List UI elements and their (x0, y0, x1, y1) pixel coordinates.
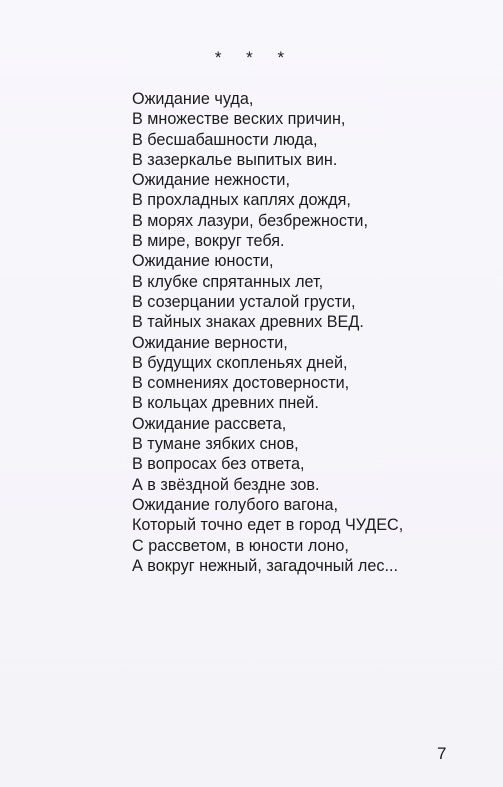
section-separator: * * * (214, 48, 295, 67)
poem-line: В созерцании усталой грусти, (132, 292, 356, 311)
poem-line: В тайных знаках древних ВЕД. (132, 313, 364, 332)
page-number: 7 (437, 744, 447, 763)
poem-line: В зазеркалье выпитых вин. (132, 150, 338, 169)
poem-line: Ожидание нежности, (132, 171, 290, 190)
poem-line: С рассветом, в юности лоно, (132, 536, 349, 555)
poem-line: Ожидание верности, (132, 333, 288, 352)
poem-line: Ожидание юности, (132, 252, 274, 271)
poem-line: В прохладных каплях дождя, (132, 191, 351, 210)
poem-line: В бесшабашности люда, (132, 130, 318, 149)
poem-line: В сомнениях достоверности, (132, 374, 350, 393)
poem-line: В множестве веских причин, (132, 110, 346, 129)
poem-line: Который точно едет в город ЧУДЕС, (132, 516, 404, 535)
poem-line: В тумане зябких снов, (132, 435, 299, 454)
poem-line: В вопросах без ответа, (132, 455, 305, 474)
poem-line: Ожидание чуда, (132, 90, 254, 108)
poem-line: В мире, вокруг тебя. (132, 232, 285, 251)
poem-line: В клубке спрятанных лет, (132, 272, 324, 291)
poem-line: Ожидание голубого вагона, (132, 495, 339, 514)
poem-line: В будущих скопленьях дней, (132, 353, 348, 372)
poem-line: Ожидание рассвета, (132, 414, 287, 433)
poem-line: А вокруг нежный, загадочный лес... (132, 556, 398, 575)
poem-line: А в звёздной бездне зов. (132, 475, 320, 494)
poem-line: В морях лазури, безбрежности, (132, 211, 368, 230)
poem (132, 89, 403, 576)
poem-line: В кольцах древних пней. (132, 394, 319, 413)
